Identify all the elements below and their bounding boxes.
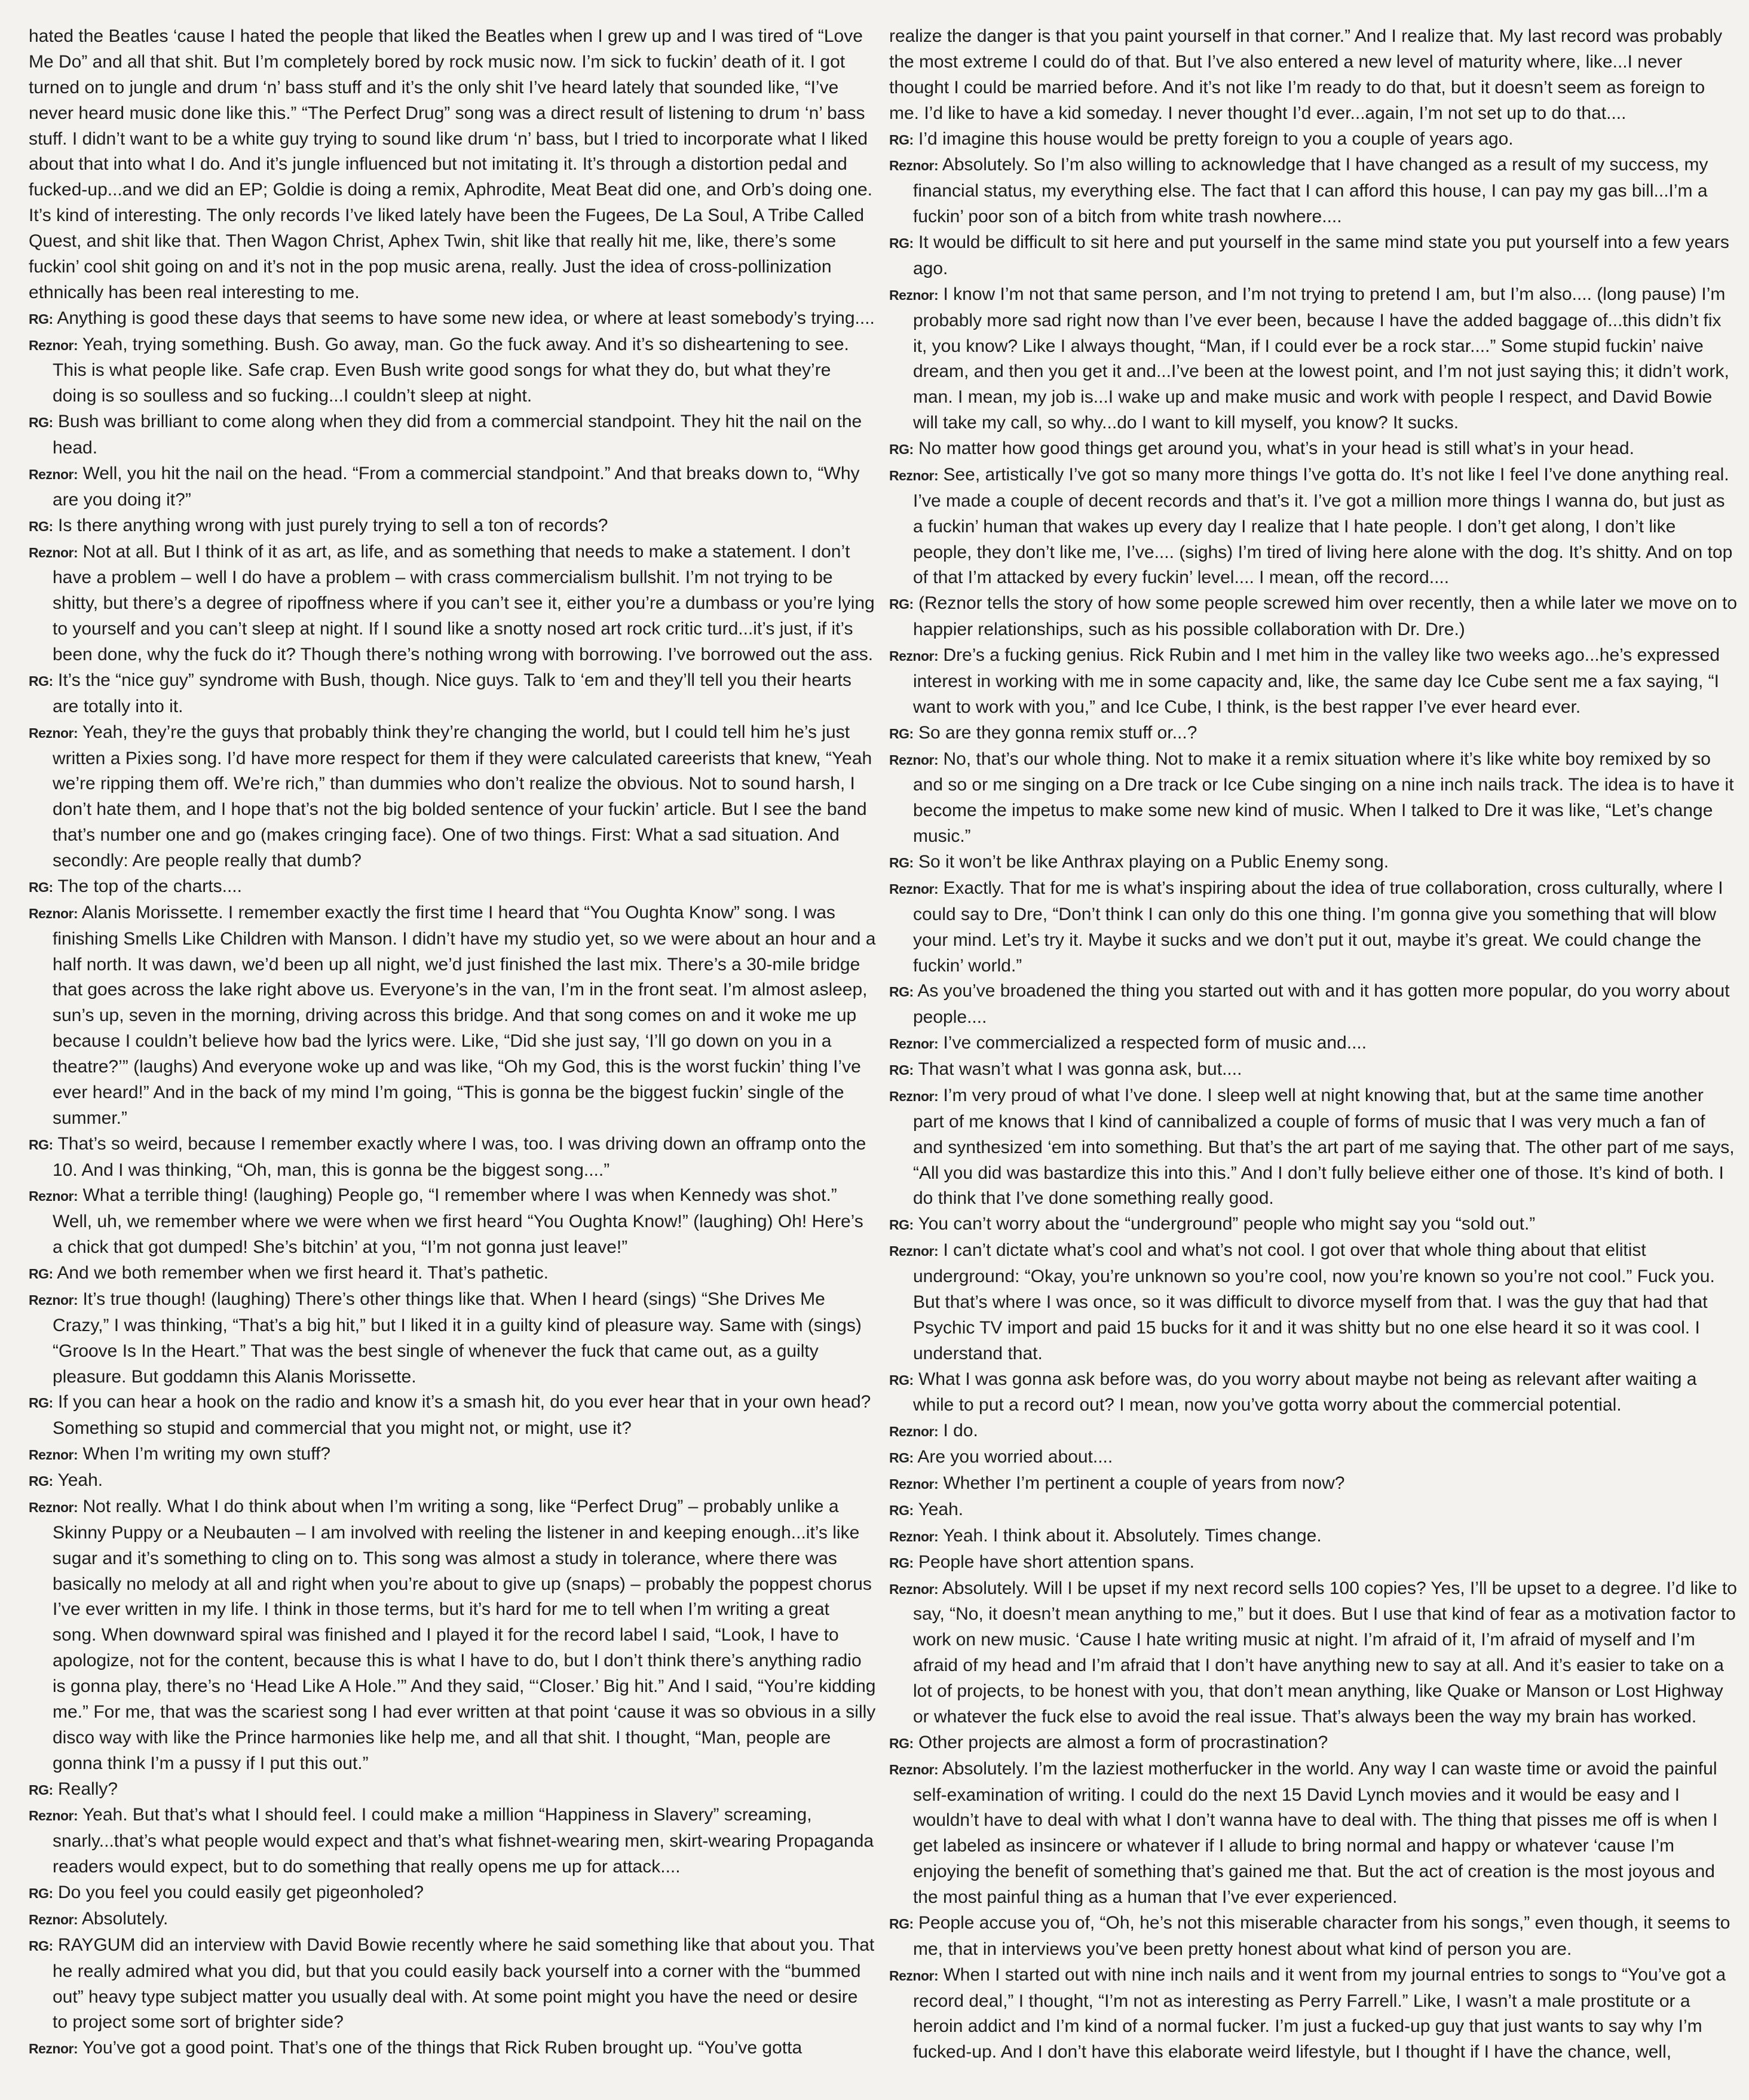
speaker-label: RG: bbox=[889, 1735, 914, 1751]
interview-paragraph bbox=[29, 1468, 877, 1494]
paragraph-text: Is there anything wrong with just purely trying to sell a ton of records? bbox=[58, 515, 608, 535]
interview-paragraph bbox=[889, 591, 1738, 643]
speaker-label: RG: bbox=[889, 1217, 914, 1233]
interview-paragraph bbox=[29, 1261, 877, 1287]
speaker-label: Reznor: bbox=[29, 725, 78, 741]
interview-paragraph bbox=[29, 539, 877, 668]
speaker-label: Reznor: bbox=[29, 337, 78, 353]
interview-paragraph bbox=[889, 876, 1738, 979]
interview-paragraph bbox=[889, 1445, 1738, 1471]
speaker-label: RG: bbox=[29, 415, 53, 431]
paragraph-text: Absolutely. So I’m also willing to acknowledge that I have changed as a result of my success, my financial status, my everything else. The fact that I can afford this house, I can pay my gas bill...I’m a fuckin’ poor son of a bitch from white trash nowhere.... bbox=[913, 155, 1708, 227]
paragraph-text: Other projects are almost a form of procrastination? bbox=[918, 1732, 1328, 1752]
interview-paragraph bbox=[29, 1802, 877, 1880]
paragraph-text: That wasn’t what I was gonna ask, but.... bbox=[918, 1059, 1242, 1079]
interview-paragraph bbox=[29, 1906, 877, 1933]
interview-paragraph bbox=[889, 1238, 1738, 1366]
speaker-label: Reznor: bbox=[29, 1499, 78, 1515]
paragraph-text: Yeah. I think about it. Absolutely. Times change. bbox=[942, 1525, 1322, 1546]
paragraph-text: hated the Beatles ‘cause I hated the people that liked the Beatles when I grew up and I was tired of “Love Me Do” and all that shit. But I’m completely bored by rock music now. I’m sick to fuckin’ death of it. I got turned on to jungle and drum ‘n’ bass stuff and it’s the only shit I’ve heard lately that sounded like, “I’ve never heard music done like this.” “The Perfect Drug” song was a direct result of listening to drum ‘n’ bass stuff. I didn’t want to be a white guy trying to sound like drum ‘n’ bass, but I tried to incorporate what I liked about that into what I do. And it’s jungle influenced but not imitating it. It’s through a distortion pedal and fucked-up...and we did an EP; Goldie is doing a remix, Aphrodite, Meat Beat did one, and Orb’s doing one. It’s kind of interesting. The only records I’ve liked lately have been the Fugees, De La Soul, A Tribe Called Quest, and shit like that. Then Wagon Christ, Aphex Twin, shit like that really hit me, like, there’s some fuckin’ cool shit going on and it’s not in the pop music arena, really. Just the idea of cross-pollinization ethnically has been real interesting to me. bbox=[29, 26, 872, 302]
interview-paragraph bbox=[29, 668, 877, 720]
interview-paragraph bbox=[29, 1287, 877, 1390]
interview-paragraph bbox=[29, 900, 877, 1132]
speaker-label: RG: bbox=[29, 1473, 53, 1489]
interview-paragraph bbox=[889, 643, 1738, 721]
speaker-label: Reznor: bbox=[29, 1188, 78, 1204]
paragraph-text: Exactly. That for me is what’s inspiring about the idea of true collaboration, cross culturally, where I could say to Dre, “Don’t think I can only do this one thing. I’m gonna give you something that will blow your mind. Let’s try it. Maybe it sucks and we don’t put it out, maybe it’s great. We could change the fuckin’ world.” bbox=[913, 878, 1723, 976]
interview-paragraph bbox=[889, 1083, 1738, 1212]
speaker-label: RG: bbox=[29, 1395, 53, 1411]
paragraph-text: Not at all. But I think of it as art, as life, and as something that needs to make a statement. I don’t have a problem – well I do have a problem – with crass commercialism bullshit. I’m not trying to be shitty, but there’s a degree of ripoffness where if you can’t see it, either you’re a dumbass or you’re lying to yourself and you can’t sleep at night. If I sound like a snotty nosed art rock critic turd...it’s just, if it’s been done, why the fuck do it? Though there’s nothing wrong with borrowing. I’ve borrowed out the ass. bbox=[53, 541, 875, 664]
interview-paragraph bbox=[889, 230, 1738, 282]
speaker-label: RG: bbox=[889, 1915, 914, 1932]
speaker-label: Reznor: bbox=[889, 467, 939, 483]
speaker-label: RG: bbox=[889, 1062, 914, 1078]
paragraph-text: If you can hear a hook on the radio and know it’s a smash hit, do you ever hear that in your own head? Something so stupid and commercial that you might not, or might, use it? bbox=[53, 1392, 871, 1439]
interview-paragraph bbox=[29, 306, 877, 332]
paragraph-text: Yeah. bbox=[57, 1470, 103, 1490]
paragraph-text: It’s true though! (laughing) There’s other things like that. When I heard (sings) “She Drives Me Crazy,” I was thinking, “That’s a big hit,” but I liked it in a guilty kind of pleasure way. Same with (sings) “Groove Is In the Heart.” That was the best single of whenever the fuck that came out, as a guilty pleasure. But goddamn this Alanis Morissette. bbox=[53, 1289, 862, 1387]
paragraph-text: Well, you hit the nail on the head. “From a commercial standpoint.” And that breaks down to, “Why are you doing it?” bbox=[53, 463, 860, 510]
paragraph-text: Not really. What I do think about when I’m writing a song, like “Perfect Drug” – probably unlike a Skinny Puppy or a Neubauten – I am involved with reeling the listener in and keeping enough...it’s like sugar and it’s something to cling on to. This song was almost a study in tolerance, where there was basically no melody at all and right when you’re about to give up (snaps) – probably the poppest chorus I’ve ever written in my life. I think in those terms, but it’s hard for me to tell when I’m writing a great song. When downward spiral was finished and I played it for the record label I said, “Look, I have to apologize, not for the content, because this is what I have to do, but I don’t think there’s anything radio is gonna play, there’s no ‘Head Like A Hole.’” And they said, “‘Closer.’ Big hit.” And I said, “You’re kidding me.” For me, that was the scariest song I had ever written at that point ‘cause it was so obvious in a silly disco way with like the Prince harmonies like help me, and all that shit. I thought, “Man, people are gonna think I’m a pussy if I put this out.” bbox=[53, 1496, 876, 1773]
speaker-label: Reznor: bbox=[889, 1088, 939, 1104]
paragraph-text: Yeah. bbox=[918, 1499, 964, 1519]
paragraph-text: When I started out with nine inch nails and it went from my journal entries to songs to “You’ve got a record deal,” I thought, “I’m not as interesting as Perry Farrell.” Like, I wasn’t a male prostitute or a heroin addict and I’m kind of a normal fucker. I’m just a fucked-up guy that just wants to say why I’m fucked-up. And I don’t have this elaborate weird lifestyle, but I thought if I have the chance, well, bbox=[913, 1964, 1726, 2062]
interview-paragraph bbox=[889, 1212, 1738, 1238]
interview-paragraph bbox=[889, 721, 1738, 747]
speaker-label: Reznor: bbox=[889, 1243, 939, 1259]
paragraph-text: Whether I’m pertinent a couple of years from now? bbox=[943, 1473, 1345, 1493]
interview-paragraph bbox=[889, 1418, 1738, 1445]
speaker-label: RG: bbox=[29, 673, 53, 689]
interview-paragraph bbox=[29, 1933, 877, 2036]
speaker-label: Reznor: bbox=[889, 287, 939, 303]
paragraph-text: What a terrible thing! (laughing) People go, “I remember where I was when Kennedy was shot.” Well, uh, we remember where we were when we first heard “You Oughta Know!” (laughing) Oh! Here’s a chick that got dumped! She’s bitchin’ at you, “I’m not gonna just leave!” bbox=[53, 1185, 863, 1258]
speaker-label: Reznor: bbox=[29, 1808, 78, 1824]
paragraph-text: Absolutely. Will I be upset if my next record sells 100 copies? Yes, I’ll be upset to a degree. I’d like to say, “No, it doesn’t mean anything to me,” but it does. But I use that kind of fear as a motivation factor to work on new music. ‘Cause I hate writing music at night. I’m afraid of it, I’m afraid of myself and I’m afraid of my head and I’m afraid that I don’t have anything new to say at all. And it’s easier to take on a lot of projects, to be honest with you, that don’t mean anything, like Quake or Manson or Lost Highway or whatever the fuck else to avoid the real issue. That’s always been the way my brain has worked. bbox=[913, 1578, 1737, 1727]
interview-paragraph bbox=[889, 1911, 1738, 1963]
speaker-label: Reznor: bbox=[29, 1292, 78, 1308]
paragraph-text: I’m very proud of what I’ve done. I sleep well at night knowing that, but at the same time another part of me knows that I kind of cannibalized a couple of forms of music that I was very much a fan of and synthesized ‘em into something. But that’s the art part of me saying that. The other part of me says, “All you did was bastardize this into this.” And I don’t fully believe either one of those. It’s kind of both. I do think that I’ve done something really good. bbox=[913, 1085, 1735, 1209]
paragraph-text: (Reznor tells the story of how some people screwed him over recently, then a while later we move on to happier relationships, such as his possible collaboration with Dr. Dre.) bbox=[913, 593, 1738, 640]
speaker-label: Reznor: bbox=[889, 881, 939, 897]
speaker-label: Reznor: bbox=[889, 648, 939, 664]
speaker-label: Reznor: bbox=[29, 905, 78, 921]
interview-paragraph bbox=[29, 2035, 877, 2062]
interview-paragraph bbox=[29, 1494, 877, 1777]
paragraph-text: As you’ve broadened the thing you started out with and it has gotten more popular, do you worry about people.... bbox=[913, 981, 1730, 1028]
interview-paragraph bbox=[29, 1442, 877, 1468]
paragraph-text: See, artistically I’ve got so many more things I’ve gotta do. It’s not like I feel I’ve done anything real. I’ve made a couple of decent records and that’s it. I’ve got a million more things I wanna do, but just as a fuckin’ human that wakes up every day I realize that I hate people. I don’t get along, I don’t like people, they don’t like me, I’ve.... (sighs) I’m tired of living here alone with the dog. It’s shitty. And on top of that I’m attacked by every fuckin’ level.... I mean, off the record.... bbox=[913, 464, 1733, 588]
speaker-label: Reznor: bbox=[889, 1761, 939, 1777]
paragraph-text: Bush was brilliant to come along when they did from a commercial standpoint. They hit the nail on the head. bbox=[53, 412, 862, 458]
speaker-label: RG: bbox=[29, 311, 53, 327]
paragraph-text: Absolutely. bbox=[81, 1908, 169, 1929]
interview-paragraph bbox=[29, 1183, 877, 1261]
interview-paragraph bbox=[889, 152, 1738, 230]
paragraph-text: realize the danger is that you paint yourself in that corner.” And I realize that. My last record was probably the most extreme I could do of that. But I’ve also entered a new level of maturity where, like...I never thought I could be married before. And it’s not like I’m ready to do that, but it doesn’t seem as foreign to me. I’d like to have a kid someday. I never thought I’d ever...again, I’m not set up to do that.... bbox=[889, 26, 1723, 123]
paragraph-text: What I was gonna ask before was, do you worry about maybe not being as relevant after waiting a while to put a record out? I mean, now you’ve gotta worry about the commercial potential. bbox=[913, 1369, 1697, 1415]
speaker-label: Reznor: bbox=[889, 1424, 939, 1440]
paragraph-text: No matter how good things get around you, what’s in your head is still what’s in your head. bbox=[918, 439, 1634, 458]
paragraph-text: And we both remember when we first heard it. That’s pathetic. bbox=[57, 1263, 549, 1283]
speaker-label: Reznor: bbox=[889, 1581, 939, 1597]
interview-paragraph bbox=[29, 1132, 877, 1184]
interview-paragraph bbox=[29, 1390, 877, 1442]
interview-paragraph bbox=[889, 1550, 1738, 1576]
speaker-label: RG: bbox=[29, 518, 53, 534]
interview-paragraph bbox=[889, 282, 1738, 436]
interview-paragraph bbox=[29, 874, 877, 900]
interview-paragraph bbox=[29, 461, 877, 513]
paragraph-text: I do. bbox=[943, 1421, 978, 1441]
speaker-label: Reznor: bbox=[889, 1476, 939, 1492]
paragraph-text: So are they gonna remix stuff or...? bbox=[918, 722, 1197, 743]
interview-paragraph bbox=[889, 850, 1738, 876]
speaker-label: RG: bbox=[889, 442, 914, 457]
paragraph-text: I know I’m not that same person, and I’m not trying to pretend I am, but I’m also.... (long pause) I’m probably more sad right now than I’ve ever been, because I have the added baggage of...this didn’t fix it, you know? Like I always thought, “Man, if I could ever be a rock star....” Some stupid fuckin’ naive dream, and then you get it and...I’ve been at the lowest point, and I’m not just saying this; it didn’t work, man. I mean, my job is...I wake up and make music and work with people I respect, and David Bowie will take my call, so why...do I want to kill myself, you know? It sucks. bbox=[913, 284, 1729, 433]
speaker-label: Reznor: bbox=[889, 158, 939, 174]
paragraph-text: Yeah, trying something. Bush. Go away, man. Go the fuck away. And it’s so disheartening to see. This is what people like. Safe crap. Even Bush write good songs for what they do, but what they’re doing is so soulless and so fucking...I couldn’t sleep at night. bbox=[53, 334, 849, 406]
speaker-label: RG: bbox=[889, 1450, 914, 1466]
paragraph-text: It’s the “nice guy” syndrome with Bush, though. Nice guys. Talk to ‘em and they’ll tell you their hearts are totally into it. bbox=[53, 670, 851, 716]
speaker-label: RG: bbox=[889, 1502, 914, 1518]
speaker-label: RG: bbox=[889, 1372, 914, 1388]
speaker-label: Reznor: bbox=[889, 1528, 939, 1544]
speaker-label: RG: bbox=[889, 855, 914, 870]
paragraph-text: RAYGUM did an interview with David Bowie recently where he said something like that about you. That he really admired what you did, but that you could easily back yourself into a corner with the “bummed out” heavy type subject matter you usually deal with. At some point might you have the need or desire to project some sort of brighter side? bbox=[53, 1935, 875, 2032]
speaker-label: Reznor: bbox=[889, 1967, 939, 1983]
paragraph-text: The top of the charts.... bbox=[57, 876, 242, 896]
interview-paragraph bbox=[29, 720, 877, 874]
interview-paragraph bbox=[889, 1963, 1738, 2066]
interview-paragraph bbox=[29, 513, 877, 539]
speaker-label: RG: bbox=[29, 1782, 53, 1798]
interview-paragraph bbox=[29, 1880, 877, 1906]
paragraph-text: Anything is good these days that seems to have some new idea, or where at least somebody’s trying.... bbox=[57, 308, 875, 328]
interview-paragraph bbox=[889, 1756, 1738, 1911]
speaker-label: RG: bbox=[889, 1555, 914, 1571]
speaker-label: RG: bbox=[889, 596, 914, 612]
speaker-label: Reznor: bbox=[889, 752, 939, 768]
speaker-label: Reznor: bbox=[29, 544, 78, 560]
paragraph-text: People accuse you of, “Oh, he’s not this miserable character from his songs,” even though, it seems to me, that in interviews you’ve been pretty honest about what kind of person you are. bbox=[913, 1912, 1730, 1959]
paragraph-text: That’s so weird, because I remember exactly where I was, too. I was driving down an offramp onto the 10. And I was thinking, “Oh, man, this is gonna be the biggest song....” bbox=[53, 1133, 866, 1180]
speaker-label: Reznor: bbox=[29, 2041, 78, 2057]
interview-paragraph bbox=[889, 1576, 1738, 1730]
speaker-label: RG: bbox=[29, 1136, 53, 1152]
speaker-label: RG: bbox=[29, 1886, 53, 1901]
interview-paragraph bbox=[29, 332, 877, 410]
interview-paragraph bbox=[889, 1730, 1738, 1756]
interview-paragraph bbox=[29, 1777, 877, 1803]
interview-paragraph bbox=[889, 1367, 1738, 1419]
left-column bbox=[29, 24, 877, 2062]
paragraph-text: Do you feel you could easily get pigeonholed? bbox=[58, 1883, 424, 1902]
interview-paragraph bbox=[889, 979, 1738, 1031]
paragraph-text: Yeah. But that’s what I should feel. I could make a million “Happiness in Slavery” screaming, snarly...that’s what people would expect and that’s what fishnet-wearing men, skirt-wearing Propaganda readers would expect, but to do something that really opens me up for attack.... bbox=[53, 1805, 874, 1877]
paragraph-text: I can’t dictate what’s cool and what’s not cool. I got over that whole thing about that elitist underground: “Okay, you’re unknown so you’re cool, now you’re known so you’re not cool.” Fuck you. But that’s where I was once, so it was difficult to divorce myself from that. I was the guy that had that Psychic TV import and paid 15 bucks for it and it was shitty but no one else heard it so it was cool. I understand that. bbox=[913, 1240, 1715, 1363]
interview-paragraph bbox=[889, 747, 1738, 850]
paragraph-text: Dre’s a fucking genius. Rick Rubin and I met him in the valley like two weeks ago...he’s expressed interest in working with me in some capacity and, like, the same day Ice Cube sent me a fax saying, “I want to work with you,” and Ice Cube, I think, is the best rapper I’ve ever heard ever. bbox=[913, 645, 1720, 717]
paragraph-text: Alanis Morissette. I remember exactly the first time I heard that “You Oughta Know” song. I was finishing Smells Like Children with Manson. I didn’t have my studio yet, so we were about an hour and a half north. It was dawn, we’d been up all night, we’d just finished the last mix. There’s a 30-mile bridge that goes across the lake right above us. Everyone’s in the van, I’m in the front seat. I’m almost asleep, sun’s up, seven in the morning, driving across this bridge. And that song comes on and it woke me up because I couldn’t believe how bad the lyrics were. Like, “Did she just say, ‘I’ll go down on you in a theatre?’” (laughs) And everyone woke up and was like, “Oh my God, this is the worst fuckin’ thing I’ve ever heard!” And in the back of my mind I’m going, “This is gonna be the biggest fuckin’ single of the summer.” bbox=[53, 902, 876, 1128]
speaker-label: RG: bbox=[29, 1937, 53, 1954]
speaker-label: Reznor: bbox=[29, 1911, 78, 1927]
paragraph-text: Absolutely. I’m the laziest motherfucker in the world. Any way I can waste time or avoid the painful self-examination of writing. I could do the next 15 David Lynch movies and it would be easy and I wouldn’t have to deal with what I don’t wanna have to deal with. The thing that pisses me off is when I get labeled as insincere or whatever if I allude to bring normal and happy or whatever ‘cause I’m enjoying the benefit of something that’s gained me that. But the act of creation is the most joyous and the most painful thing as a human that I’ve ever experienced. bbox=[913, 1758, 1718, 1907]
interview-paragraph bbox=[889, 1057, 1738, 1083]
speaker-label: Reznor: bbox=[29, 1447, 78, 1463]
paragraph-text: Are you worried about.... bbox=[917, 1447, 1113, 1467]
paragraph-text: No, that’s our whole thing. Not to make it a remix situation where it’s like white boy remixed by so and so or me singing on a Dre track or Ice Cube singing on a nine inch nails track. The idea is to have it become the impetus to make some new kind of music. When I talked to Dre it was like, “Let’s change music.” bbox=[913, 749, 1734, 847]
paragraph-text: People have short attention spans. bbox=[918, 1552, 1194, 1572]
interview-paragraph bbox=[29, 24, 877, 306]
paragraph-text: So it won’t be like Anthrax playing on a Public Enemy song. bbox=[918, 852, 1389, 872]
interview-paragraph bbox=[889, 127, 1738, 153]
speaker-label: RG: bbox=[889, 131, 914, 148]
right-column bbox=[889, 24, 1738, 2065]
paragraph-text: I’ve commercialized a respected form of music and.... bbox=[943, 1033, 1367, 1053]
paragraph-text: It would be difficult to sit here and put yourself in the same mind state you put yourself into a few years ago. bbox=[913, 232, 1729, 278]
paragraph-text: I’d imagine this house would be pretty foreign to you a couple of years ago. bbox=[918, 128, 1514, 149]
interview-paragraph bbox=[889, 1523, 1738, 1550]
speaker-label: Reznor: bbox=[29, 466, 78, 482]
speaker-label: RG: bbox=[29, 1266, 53, 1282]
speaker-label: Reznor: bbox=[889, 1036, 939, 1052]
speaker-label: RG: bbox=[889, 984, 914, 1000]
interview-paragraph bbox=[889, 436, 1738, 462]
paragraph-text: When I’m writing my own stuff? bbox=[82, 1444, 331, 1464]
interview-paragraph bbox=[889, 24, 1738, 127]
interview-paragraph bbox=[889, 462, 1738, 591]
interview-paragraph bbox=[889, 1497, 1738, 1523]
paragraph-text: You can’t worry about the “underground” people who might say you “sold out.” bbox=[918, 1214, 1536, 1234]
paragraph-text: You’ve got a good point. That’s one of the things that Rick Ruben brought up. “You’ve gotta bbox=[82, 2038, 802, 2058]
paragraph-text: Really? bbox=[58, 1779, 118, 1799]
paragraph-text: Yeah, they’re the guys that probably think they’re changing the world, but I could tell him he’s just written a Pixies song. I’d have more respect for them if they were calculated careerists that knew, “Yeah we’re ripping them off. We’re rich,” than dummies who don’t realize the obvious. Not to sound harsh, I don’t hate them, and I hope that’s not the big bolded sentence of your fuckin’ article. But I see the band that’s number one and go (makes cringing face). One of two things. First: What a sad situation. And secondly: Are people really that dumb? bbox=[53, 722, 872, 870]
speaker-label: RG: bbox=[29, 879, 53, 895]
interview-paragraph bbox=[29, 409, 877, 461]
interview-paragraph bbox=[889, 1031, 1738, 1057]
interview-paragraph bbox=[889, 1471, 1738, 1497]
speaker-label: RG: bbox=[889, 235, 914, 251]
speaker-label: RG: bbox=[889, 725, 914, 741]
